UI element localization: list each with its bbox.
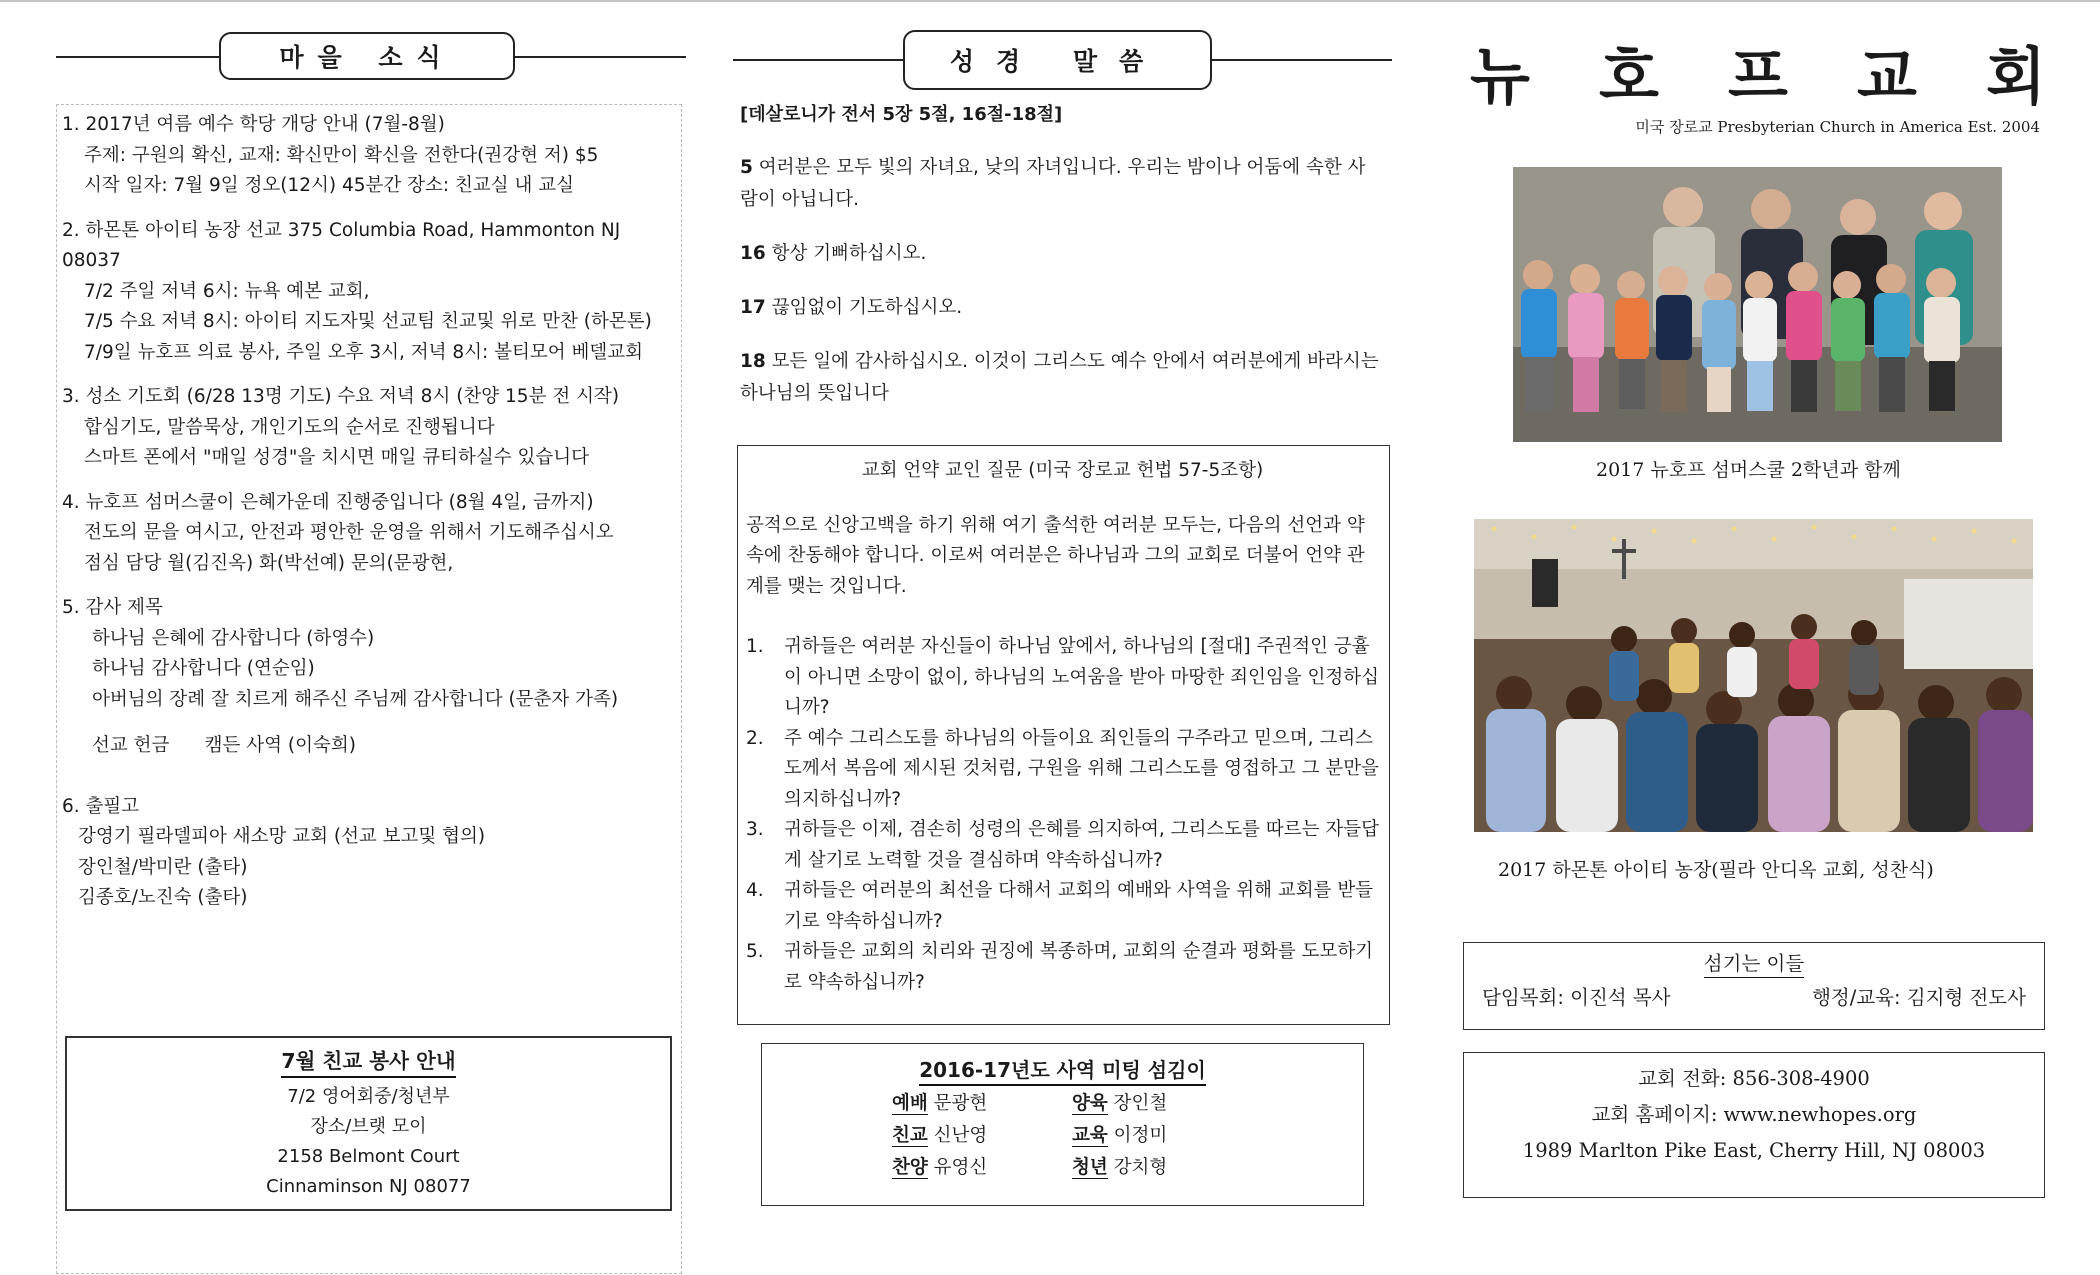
mission-line: Cinnaminson NJ 08077: [266, 1176, 471, 1197]
question-text: 주 예수 그리스도를 하나님의 아들이요 죄인들의 구주라고 믿으며, 그리스도께서 복음에 제시된 것처럼, 구원을 위해 그리스도를 영접하고 그 분만을 의지하십니까?: [784, 727, 1379, 810]
news-item-3-line: 합심기도, 말씀묵상, 개인기도의 순서로 진행됩니다: [84, 416, 495, 438]
news-item-2-line: 7/5 수요 저녁 8시: 아이티 지도자및 선교팀 친교및 위로 만찬 (하몬톤): [84, 311, 652, 332]
ministry-cell: [1072, 1120, 1252, 1152]
news-item-1-line: 시작 일자: 7월 9일 정오(12시) 45분간 장소: 친교실 내 교실: [84, 175, 574, 196]
verse: [740, 292, 1380, 324]
news-item-1-title: 1. 2017년 여름 예수 학당 개당 안내 (7월-8월): [62, 114, 445, 135]
mission-line: 7/2 영어회중/청년부: [287, 1086, 450, 1107]
news-thanks-line: 하나님 은혜에 감사합니다 (하영수): [92, 627, 375, 649]
news-item-2-title: 2. 하몬톤 아이티 농장 선교 375 Columbia Road, Hammonton NJ 08037: [62, 219, 621, 271]
covenant-question: [746, 937, 1379, 998]
ministry-person: 강치형: [1113, 1157, 1168, 1178]
verse: [740, 238, 1380, 270]
ministry-role: 교육: [1072, 1125, 1108, 1146]
ministry-role: 예배: [892, 1093, 928, 1114]
mission-line: 2158 Belmont Court: [277, 1146, 460, 1167]
staff-title: 섬기는 이들: [1704, 951, 1804, 978]
verse-number: 18: [740, 351, 766, 372]
church-address: 1989 Marlton Pike East, Cherry Hill, NJ 08003: [1522, 1139, 1986, 1162]
page-top-border: [0, 0, 2100, 2]
ministry-meeting-title: 2016-17년도 사역 미팅 섬김이: [919, 1056, 1206, 1086]
ministry-row: [892, 1088, 1252, 1120]
ministry-person: 장인철: [1113, 1093, 1168, 1114]
news-item-3: [62, 382, 682, 474]
haiti-farm-photo: [1474, 519, 2033, 832]
question-text: 귀하들은 여러분의 최선을 다해서 교회의 예배와 사역을 위해 교회를 받들기로 약속하십니까?: [784, 880, 1374, 932]
ministry-role: 양육: [1072, 1093, 1108, 1114]
ministry-cell: [1072, 1088, 1252, 1120]
ministry-person: 문광현: [933, 1093, 988, 1114]
staff-admin: 행정/교육: 김지형 전도사: [1812, 986, 2026, 1009]
staff-row: [1464, 978, 2044, 1010]
news-header: [219, 32, 515, 80]
church-name-char: 회: [1986, 40, 2046, 113]
ministry-person: 이정미: [1113, 1125, 1168, 1146]
covenant-questions: [746, 632, 1379, 998]
verse-text: 끊임없이 기도하십시오.: [771, 297, 963, 318]
news-travel: [62, 792, 682, 914]
scripture-reference: [데살로니가 전서 5장 5절, 16절-18절]: [740, 104, 1063, 125]
question-text: 귀하들은 이제, 겸손히 성령의 은혜를 의지하여, 그리스도를 따르는 자들답게 살기로 노력할 것을 결심하며 약속하십니까?: [784, 819, 1379, 871]
news-item-4-title: 4. 뉴호프 섬머스쿨이 은혜가운데 진행중입니다 (8월 4일, 금까지): [62, 491, 594, 513]
staff-pastor: 담임목회: 이진석 목사: [1482, 986, 1671, 1009]
ministry-meeting-box: [761, 1043, 1364, 1206]
covenant-intro: 공적으로 신앙고백을 하기 위해 여기 출석한 여러분 모두는, 다음의 선언과 약속에 찬동해야 합니다. 이로써 여러분은 하나님과 그의 교회로 더불어 언약 관계를 맺는 것입니다.: [746, 514, 1365, 597]
ministry-cell: [1072, 1152, 1252, 1184]
covenant-question: [746, 815, 1379, 876]
question-number: 2.: [746, 727, 764, 749]
scripture-header-rule-right: [1210, 59, 1392, 61]
question-number: 1.: [746, 636, 764, 657]
verse-text: 모든 일에 감사하십시오. 이것이 그리스도 예수 안에서 여러분에게 바라시는 하나님의 뜻입니다: [740, 351, 1379, 404]
ministry-cell: [892, 1088, 1072, 1120]
ministry-row: [892, 1120, 1252, 1152]
news-thanks: [62, 593, 682, 762]
news-thanks-line: 하나님 감사합니다 (연순임): [92, 658, 315, 679]
covenant-box: [737, 445, 1390, 1025]
church-subtitle: 미국 장로교 Presbyterian Church in America Est. 2004: [1635, 118, 2040, 136]
ministry-role: 찬양: [892, 1157, 928, 1178]
verse-text: 여러분은 모두 빛의 자녀요, 낮의 자녀입니다. 우리는 밤이나 어둠에 속한 사람이 아닙니다.: [740, 157, 1366, 210]
ministry-role: 청년: [1072, 1157, 1108, 1178]
verse-list: [740, 152, 1380, 432]
question-number: 3.: [746, 819, 764, 840]
church-name-char: 뉴: [1470, 40, 1530, 113]
verse-number: 16: [740, 243, 766, 264]
verse: [740, 346, 1380, 410]
covenant-question: [746, 724, 1379, 816]
ministry-cell: [892, 1152, 1072, 1184]
news-item-2-line: 7/9일 뉴호프 의료 봉사, 주일 오후 3시, 저녁 8시: 볼티모어 베델교회: [84, 341, 644, 363]
ministry-person: 신난영: [933, 1125, 988, 1146]
contact-box: [1463, 1052, 2045, 1198]
news-item-1-line: 주제: 구원의 확신, 교재: 확신만이 확신을 전한다(권강현 저) $5: [84, 144, 599, 166]
news-travel-line: 장인철/박미란 (출타): [78, 856, 248, 878]
scripture-header-text: 성경 말씀: [949, 47, 1166, 76]
news-item-4: [62, 488, 682, 580]
ministry-row: [892, 1152, 1252, 1184]
news-travel-line: 김종호/노진숙 (출타): [78, 887, 248, 908]
haiti-farm-caption: 2017 하몬톤 아이티 농장(필라 안디옥 교회, 성찬식): [1498, 859, 1934, 881]
scripture-header: [903, 30, 1212, 90]
verse-number: 17: [740, 297, 766, 318]
news-item-2-line: 7/2 주일 저녁 6시: 뉴욕 예본 교회,: [84, 280, 370, 302]
ministry-grid: [892, 1088, 1252, 1184]
question-number: 5.: [746, 941, 764, 962]
ministry-cell: [892, 1120, 1072, 1152]
news-item-4-line: 전도의 문을 여시고, 안전과 평안한 운영을 위해서 기도해주십시오: [84, 522, 614, 543]
news-thanks-title: 5. 감사 제목: [62, 597, 163, 618]
news-item-3-title: 3. 성소 기도회 (6/28 13명 기도) 수요 저녁 8시 (찬양 15분 전 시작): [62, 386, 620, 407]
news-item-4-line: 점심 담당 월(김진옥) 화(박선예) 문의(문광현,: [84, 552, 454, 574]
covenant-title: 교회 언약 교인 질문 (미국 장로교 헌법 57-5조항): [861, 460, 1264, 481]
scripture-header-rule-left: [733, 59, 905, 61]
church-phone: 교회 전화: 856-308-4900: [1638, 1067, 1870, 1090]
news-header-rule-right: [513, 56, 686, 58]
verse-text: 항상 기뻐하십시오.: [771, 243, 927, 264]
ministry-person: 유영신: [933, 1157, 988, 1178]
ministry-role: 친교: [892, 1125, 928, 1146]
mission-box: [65, 1036, 672, 1211]
news-item-1: [62, 110, 682, 202]
verse-number: 5: [740, 157, 753, 178]
question-number: 4.: [746, 880, 764, 901]
church-name: [1470, 42, 2046, 112]
covenant-question: [746, 632, 1379, 724]
church-name-char: 교: [1857, 40, 1917, 113]
news-item-3-line: 스마트 폰에서 "매일 성경"을 치시면 매일 큐티하실수 있습니다: [84, 447, 589, 468]
church-homepage: 교회 홈페이지: www.newhopes.org: [1591, 1103, 1917, 1126]
verse: [740, 152, 1380, 216]
news-item-2: [62, 216, 682, 369]
news-list: [62, 110, 682, 928]
church-name-char: 호: [1599, 40, 1659, 113]
question-text: 귀하들은 여러분 자신들이 하나님 앞에서, 하나님의 [절대] 주권적인 긍휼이 아니면 소망이 없이, 하나님의 노여움을 받아 마땅한 죄인임을 인정하십니까?: [784, 636, 1379, 718]
news-thanks-line: 아버님의 장례 잘 치르게 해주신 주님께 감사합니다 (문춘자 가족): [92, 688, 619, 710]
news-offering: 선교 헌금 캠든 사역 (이숙희): [92, 735, 356, 756]
covenant-question: [746, 876, 1379, 937]
question-text: 귀하들은 교회의 치리와 권징에 복종하며, 교회의 순결과 평화를 도모하기로 약속하십니까?: [784, 941, 1374, 993]
mission-title: 7월 친교 봉사 안내: [281, 1046, 455, 1078]
news-travel-title: 6. 출필고: [62, 795, 140, 817]
news-header-rule-left: [56, 56, 221, 58]
summer-school-photo: [1513, 167, 2002, 442]
church-name-char: 프: [1728, 40, 1788, 113]
summer-school-caption: 2017 뉴호프 섬머스쿨 2학년과 함께: [1596, 459, 1901, 481]
news-header-text: 마을 소식: [279, 43, 455, 72]
staff-box: [1463, 942, 2045, 1030]
mission-line: 장소/브랫 모이: [310, 1116, 427, 1137]
news-travel-line: 강영기 필라델피아 새소망 교회 (선교 보고및 협의): [78, 826, 486, 847]
